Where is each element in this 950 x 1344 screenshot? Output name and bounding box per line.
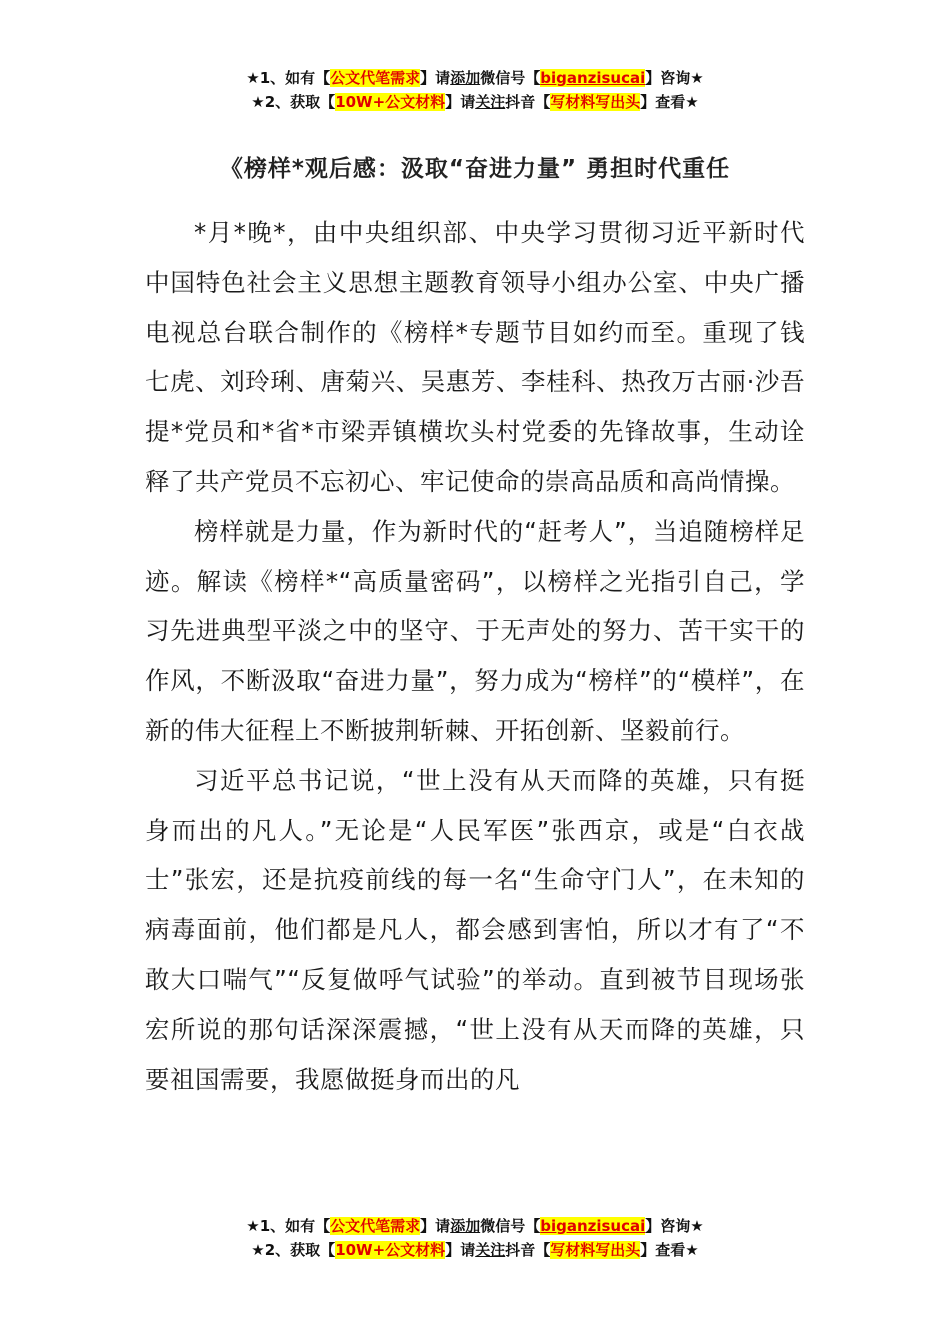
banner-text: ★1、如有【 — [246, 69, 331, 87]
banner-text: 】请 — [445, 1241, 476, 1259]
banner-highlight: 写材料写出头 — [550, 93, 641, 111]
banner-highlight: 10W+公文材料 — [335, 93, 446, 111]
banner-emphasis: 关注 — [475, 1241, 506, 1259]
banner-text: 】咨询★ — [645, 1217, 704, 1235]
banner-text: ★2、获取【 — [251, 93, 336, 111]
banner-wechat-id: biganzisucai — [540, 1217, 646, 1235]
header-banner — [0, 66, 950, 114]
banner-line-1 — [0, 66, 950, 90]
banner-text: 微信号【 — [480, 1217, 541, 1235]
banner-emphasis: 添加 — [450, 1217, 481, 1235]
banner-text: 抖音【 — [505, 93, 551, 111]
banner-text: 】请 — [420, 1217, 451, 1235]
document-body — [145, 208, 805, 1104]
banner-text: 】查看★ — [640, 1241, 699, 1259]
footer-banner — [0, 1214, 950, 1262]
banner-highlight: 写材料写出头 — [550, 1241, 641, 1259]
banner-line-2 — [0, 90, 950, 114]
banner-text: 】请 — [445, 93, 476, 111]
banner-text: ★2、获取【 — [251, 1241, 336, 1259]
banner-line-2 — [0, 1238, 950, 1262]
document-title: 《榜样*观后感：汲取“奋进力量” 勇担时代重任 — [219, 156, 731, 182]
banner-line-1 — [0, 1214, 950, 1238]
banner-highlight: 公文代笔需求 — [330, 1217, 421, 1235]
banner-text: 】咨询★ — [645, 69, 704, 87]
banner-text: 】请 — [420, 69, 451, 87]
banner-emphasis: 关注 — [475, 93, 506, 111]
paragraph: 习近平总书记说，“世上没有从天而降的英雄，只有挺身而出的凡人。”无论是“人民军医”张西京，或是“白衣战士”张宏，还是抗疫前线的每一名“生命守门人”，在未知的病毒面前，他们都是凡人，都会感到害怕，所以才有了“不敢大口喘气”“反复做呼气试验”的举动。直到被节目现场张宏所说的那句话深深震撼，“世上没有从天而降的英雄，只要祖国需要，我愿做挺身而出的凡 — [145, 765, 805, 1094]
banner-text: 抖音【 — [505, 1241, 551, 1259]
paragraph: *月*晚*，由中央组织部、中央学习贯彻习近平新时代中国特色社会主义思想主题教育领导小组办公室、中央广播电视总台联合制作的《榜样*专题节目如约而至。重现了钱七虎、刘玲琍、唐菊兴、吴惠芳、李桂科、热孜万古丽·沙吾提*党员和*省*市梁弄镇横坎头村党委的先锋故事，生动诠释了共产党员不忘初心、牢记使命的崇高品质和高尚情操。 — [145, 218, 805, 496]
banner-highlight: 公文代笔需求 — [330, 69, 421, 87]
banner-text: 】查看★ — [640, 93, 699, 111]
banner-wechat-id: biganzisucai — [540, 69, 646, 87]
banner-emphasis: 添加 — [450, 69, 481, 87]
paragraph: 榜样就是力量，作为新时代的“赶考人”，当追随榜样足迹。解读《榜样*“高质量密码”，以榜样之光指引自己，学习先进典型平淡之中的坚守、于无声处的努力、苦干实干的作风，不断汲取“奋进力量”，努力成为“榜样”的“模样”，在新的伟大征程上不断披荆斩棘、开拓创新、坚毅前行。 — [145, 516, 805, 745]
banner-text: 微信号【 — [480, 69, 541, 87]
banner-highlight: 10W+公文材料 — [335, 1241, 446, 1259]
banner-text: ★1、如有【 — [246, 1217, 331, 1235]
